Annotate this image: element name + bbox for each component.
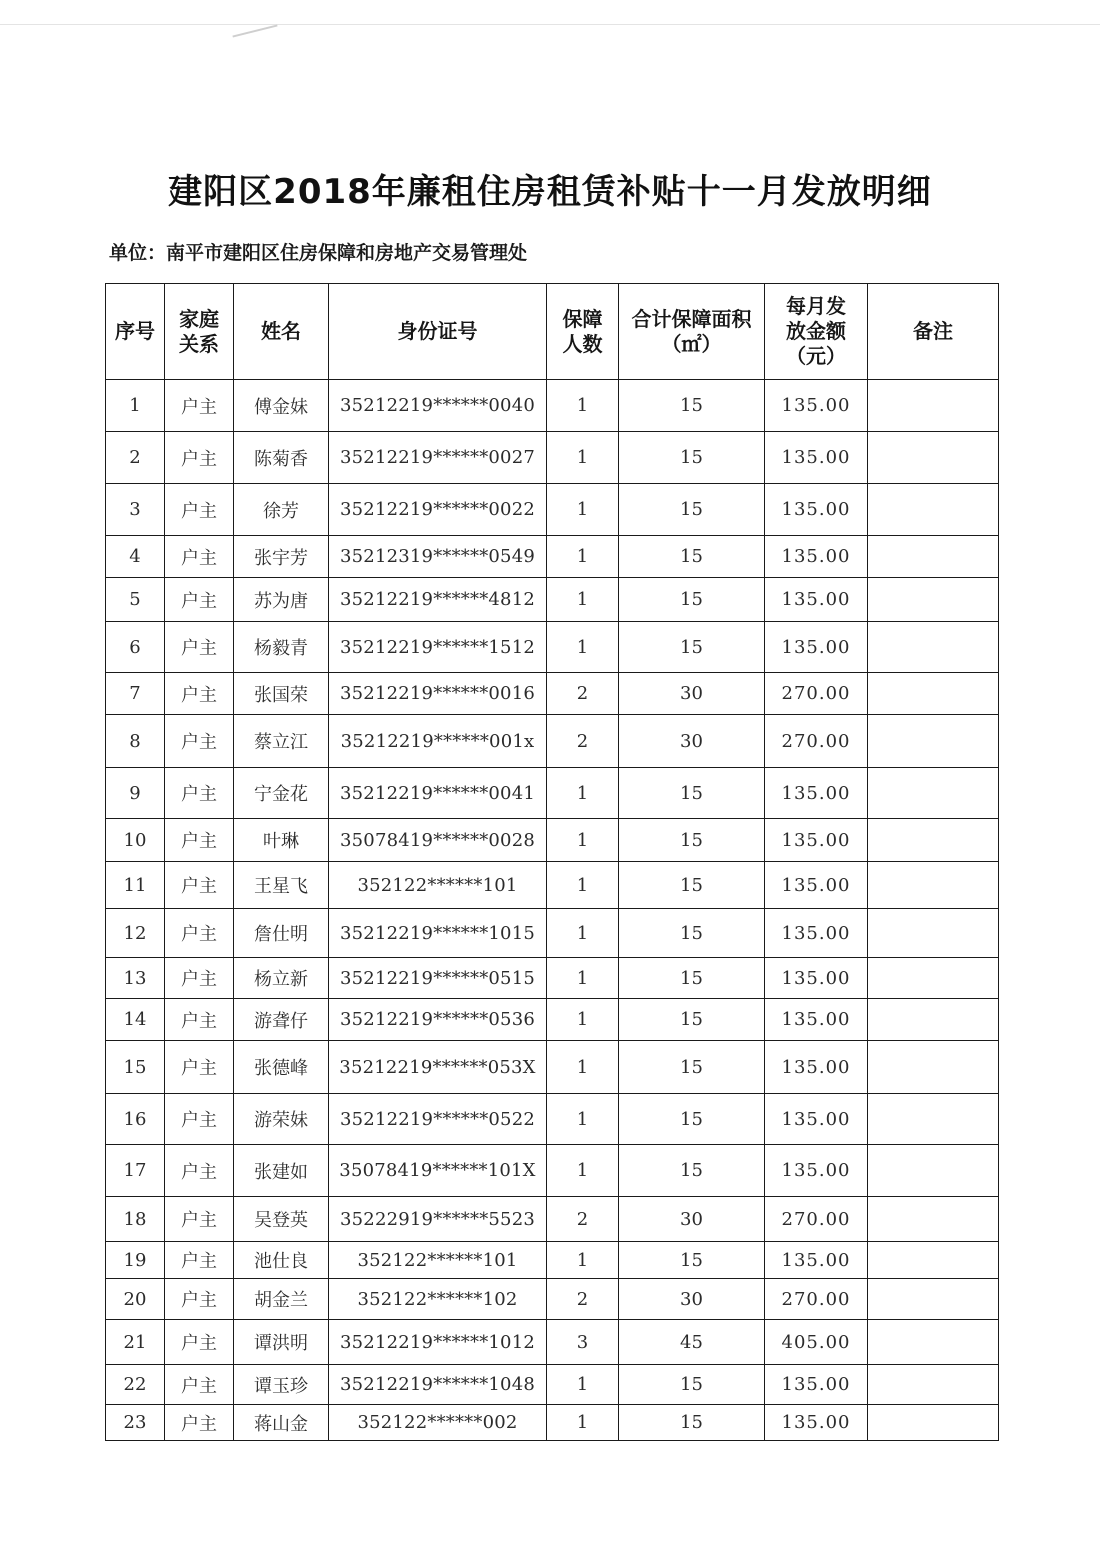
row-seq: 5 bbox=[106, 578, 165, 622]
row-seq: 14 bbox=[106, 999, 165, 1041]
row-amount: 135.00 bbox=[765, 958, 868, 999]
row-note bbox=[868, 999, 999, 1041]
row-area: 15 bbox=[619, 768, 765, 819]
row-area: 15 bbox=[619, 432, 765, 484]
row-persons: 1 bbox=[547, 432, 619, 484]
row-amount: 405.00 bbox=[765, 1320, 868, 1365]
row-area: 30 bbox=[619, 1197, 765, 1242]
row-amount: 135.00 bbox=[765, 380, 868, 432]
row-relation: 户主 bbox=[165, 484, 234, 536]
row-name: 游荣妹 bbox=[234, 1094, 329, 1145]
col-header-name: 姓名 bbox=[234, 284, 329, 380]
row-id-number: 35212219******0515 bbox=[329, 958, 547, 999]
row-name: 谭洪明 bbox=[234, 1320, 329, 1365]
unit-label-text: 单位：南平市建阳区住房保障和房地产交易管理处 bbox=[109, 242, 528, 264]
table-row bbox=[106, 1320, 999, 1365]
row-id-number: 352122******101 bbox=[329, 862, 547, 909]
row-area: 15 bbox=[619, 819, 765, 862]
row-relation: 户主 bbox=[165, 819, 234, 862]
row-persons: 1 bbox=[547, 1041, 619, 1094]
row-amount: 135.00 bbox=[765, 1145, 868, 1197]
table-row bbox=[106, 380, 999, 432]
row-seq: 3 bbox=[106, 484, 165, 536]
table-row bbox=[106, 1405, 999, 1441]
row-note bbox=[868, 1041, 999, 1094]
table-row bbox=[106, 958, 999, 999]
col-header-amount: 每月发 放金额 （元） bbox=[765, 284, 868, 380]
row-id-number: 352122******102 bbox=[329, 1279, 547, 1320]
col-header-persons: 保障 人数 bbox=[547, 284, 619, 380]
col-header-relation: 家庭 关系 bbox=[165, 284, 234, 380]
col-header-seq: 序号 bbox=[106, 284, 165, 380]
row-seq: 19 bbox=[106, 1242, 165, 1279]
row-id-number: 35078419******0028 bbox=[329, 819, 547, 862]
row-area: 15 bbox=[619, 862, 765, 909]
row-note bbox=[868, 1242, 999, 1279]
row-amount: 135.00 bbox=[765, 819, 868, 862]
row-name: 张国荣 bbox=[234, 673, 329, 715]
row-persons: 2 bbox=[547, 1197, 619, 1242]
row-id-number: 35212219******0027 bbox=[329, 432, 547, 484]
row-relation: 户主 bbox=[165, 958, 234, 999]
row-persons: 1 bbox=[547, 909, 619, 958]
row-seq: 9 bbox=[106, 768, 165, 819]
row-persons: 1 bbox=[547, 999, 619, 1041]
row-amount: 135.00 bbox=[765, 484, 868, 536]
table-row bbox=[106, 999, 999, 1041]
table-row bbox=[106, 768, 999, 819]
row-relation: 户主 bbox=[165, 715, 234, 768]
row-relation: 户主 bbox=[165, 909, 234, 958]
row-area: 15 bbox=[619, 1041, 765, 1094]
row-seq: 11 bbox=[106, 862, 165, 909]
row-relation: 户主 bbox=[165, 1197, 234, 1242]
row-name: 谭玉珍 bbox=[234, 1365, 329, 1405]
row-relation: 户主 bbox=[165, 622, 234, 673]
row-area: 15 bbox=[619, 909, 765, 958]
row-seq: 7 bbox=[106, 673, 165, 715]
row-area: 15 bbox=[619, 536, 765, 578]
row-relation: 户主 bbox=[165, 1320, 234, 1365]
table-row bbox=[106, 1094, 999, 1145]
row-area: 15 bbox=[619, 484, 765, 536]
row-relation: 户主 bbox=[165, 862, 234, 909]
row-relation: 户主 bbox=[165, 1094, 234, 1145]
table-row bbox=[106, 578, 999, 622]
table-row bbox=[106, 1197, 999, 1242]
row-seq: 20 bbox=[106, 1279, 165, 1320]
row-amount: 135.00 bbox=[765, 909, 868, 958]
row-persons: 1 bbox=[547, 1242, 619, 1279]
row-relation: 户主 bbox=[165, 578, 234, 622]
row-note bbox=[868, 862, 999, 909]
row-area: 15 bbox=[619, 1405, 765, 1441]
row-seq: 15 bbox=[106, 1041, 165, 1094]
row-id-number: 35212219******0016 bbox=[329, 673, 547, 715]
row-name: 陈菊香 bbox=[234, 432, 329, 484]
row-relation: 户主 bbox=[165, 432, 234, 484]
row-name: 杨毅青 bbox=[234, 622, 329, 673]
row-area: 15 bbox=[619, 1242, 765, 1279]
row-note bbox=[868, 578, 999, 622]
table-header-row bbox=[106, 284, 999, 380]
col-header-area: 合计保障面积 （㎡） bbox=[619, 284, 765, 380]
col-header-id: 身份证号 bbox=[329, 284, 547, 380]
row-persons: 2 bbox=[547, 673, 619, 715]
col-header-note: 备注 bbox=[868, 284, 999, 380]
row-amount: 135.00 bbox=[765, 578, 868, 622]
row-amount: 135.00 bbox=[765, 1094, 868, 1145]
row-id-number: 352122******002 bbox=[329, 1405, 547, 1441]
table-row bbox=[106, 484, 999, 536]
row-amount: 135.00 bbox=[765, 1242, 868, 1279]
row-area: 15 bbox=[619, 958, 765, 999]
table-row bbox=[106, 622, 999, 673]
row-seq: 22 bbox=[106, 1365, 165, 1405]
row-seq: 21 bbox=[106, 1320, 165, 1365]
table-row bbox=[106, 715, 999, 768]
table-row bbox=[106, 1279, 999, 1320]
row-note bbox=[868, 432, 999, 484]
row-persons: 1 bbox=[547, 1405, 619, 1441]
row-seq: 6 bbox=[106, 622, 165, 673]
row-id-number: 35212219******1512 bbox=[329, 622, 547, 673]
row-name: 张建如 bbox=[234, 1145, 329, 1197]
row-name: 池仕良 bbox=[234, 1242, 329, 1279]
row-amount: 135.00 bbox=[765, 1405, 868, 1441]
row-note bbox=[868, 484, 999, 536]
row-note bbox=[868, 1279, 999, 1320]
row-seq: 12 bbox=[106, 909, 165, 958]
row-name: 蒋山金 bbox=[234, 1405, 329, 1441]
row-note bbox=[868, 380, 999, 432]
row-persons: 2 bbox=[547, 715, 619, 768]
document-title: 建阳区2018年廉租住房租赁补贴十一月发放明细 bbox=[168, 172, 932, 212]
row-relation: 户主 bbox=[165, 768, 234, 819]
row-persons: 1 bbox=[547, 484, 619, 536]
row-name: 张宇芳 bbox=[234, 536, 329, 578]
row-id-number: 35212219******0022 bbox=[329, 484, 547, 536]
row-id-number: 35212219******1015 bbox=[329, 909, 547, 958]
row-area: 45 bbox=[619, 1320, 765, 1365]
row-area: 30 bbox=[619, 715, 765, 768]
row-note bbox=[868, 768, 999, 819]
row-note bbox=[868, 1145, 999, 1197]
unit-label bbox=[109, 238, 527, 265]
row-amount: 135.00 bbox=[765, 768, 868, 819]
row-area: 15 bbox=[619, 1094, 765, 1145]
row-amount: 135.00 bbox=[765, 536, 868, 578]
row-seq: 23 bbox=[106, 1405, 165, 1441]
row-amount: 270.00 bbox=[765, 1279, 868, 1320]
row-id-number: 35212219******0536 bbox=[329, 999, 547, 1041]
row-amount: 135.00 bbox=[765, 862, 868, 909]
row-note bbox=[868, 1094, 999, 1145]
row-note bbox=[868, 1320, 999, 1365]
row-persons: 1 bbox=[547, 1094, 619, 1145]
row-amount: 135.00 bbox=[765, 1365, 868, 1405]
row-area: 15 bbox=[619, 622, 765, 673]
row-seq: 13 bbox=[106, 958, 165, 999]
row-relation: 户主 bbox=[165, 380, 234, 432]
row-seq: 8 bbox=[106, 715, 165, 768]
row-id-number: 35212219******001x bbox=[329, 715, 547, 768]
row-name: 傅金妹 bbox=[234, 380, 329, 432]
row-note bbox=[868, 715, 999, 768]
table-row bbox=[106, 1365, 999, 1405]
row-area: 15 bbox=[619, 380, 765, 432]
row-name: 蔡立江 bbox=[234, 715, 329, 768]
row-note bbox=[868, 1365, 999, 1405]
row-id-number: 35222919******5523 bbox=[329, 1197, 547, 1242]
row-persons: 1 bbox=[547, 958, 619, 999]
row-amount: 270.00 bbox=[765, 715, 868, 768]
row-seq: 1 bbox=[106, 380, 165, 432]
row-id-number: 35212219******0040 bbox=[329, 380, 547, 432]
table-row bbox=[106, 862, 999, 909]
table-row bbox=[106, 819, 999, 862]
table-row bbox=[106, 536, 999, 578]
scan-edge-line bbox=[0, 24, 1100, 25]
row-persons: 1 bbox=[547, 768, 619, 819]
row-name: 苏为唐 bbox=[234, 578, 329, 622]
row-id-number: 35212219******1048 bbox=[329, 1365, 547, 1405]
row-relation: 户主 bbox=[165, 999, 234, 1041]
row-persons: 1 bbox=[547, 578, 619, 622]
row-relation: 户主 bbox=[165, 1405, 234, 1441]
row-id-number: 35212219******0522 bbox=[329, 1094, 547, 1145]
row-amount: 270.00 bbox=[765, 673, 868, 715]
row-persons: 1 bbox=[547, 536, 619, 578]
row-area: 15 bbox=[619, 578, 765, 622]
row-area: 30 bbox=[619, 1279, 765, 1320]
row-note bbox=[868, 958, 999, 999]
row-relation: 户主 bbox=[165, 673, 234, 715]
table-row bbox=[106, 909, 999, 958]
row-note bbox=[868, 673, 999, 715]
row-seq: 17 bbox=[106, 1145, 165, 1197]
table-body bbox=[106, 380, 999, 1441]
row-note bbox=[868, 909, 999, 958]
row-id-number: 35078419******101X bbox=[329, 1145, 547, 1197]
row-id-number: 35212219******1012 bbox=[329, 1320, 547, 1365]
row-name: 詹仕明 bbox=[234, 909, 329, 958]
row-seq: 16 bbox=[106, 1094, 165, 1145]
row-name: 胡金兰 bbox=[234, 1279, 329, 1320]
row-seq: 18 bbox=[106, 1197, 165, 1242]
row-id-number: 35212319******0549 bbox=[329, 536, 547, 578]
row-area: 15 bbox=[619, 1365, 765, 1405]
row-area: 30 bbox=[619, 673, 765, 715]
row-amount: 135.00 bbox=[765, 1041, 868, 1094]
row-persons: 1 bbox=[547, 380, 619, 432]
row-id-number: 35212219******4812 bbox=[329, 578, 547, 622]
row-relation: 户主 bbox=[165, 1279, 234, 1320]
scan-mark bbox=[232, 24, 277, 37]
row-name: 徐芳 bbox=[234, 484, 329, 536]
row-name: 张德峰 bbox=[234, 1041, 329, 1094]
row-name: 杨立新 bbox=[234, 958, 329, 999]
row-note bbox=[868, 622, 999, 673]
row-name: 吴登英 bbox=[234, 1197, 329, 1242]
row-name: 游聋仔 bbox=[234, 999, 329, 1041]
row-relation: 户主 bbox=[165, 1145, 234, 1197]
row-note bbox=[868, 536, 999, 578]
row-area: 15 bbox=[619, 1145, 765, 1197]
row-relation: 户主 bbox=[165, 1041, 234, 1094]
row-amount: 135.00 bbox=[765, 622, 868, 673]
row-relation: 户主 bbox=[165, 1365, 234, 1405]
row-persons: 3 bbox=[547, 1320, 619, 1365]
row-relation: 户主 bbox=[165, 1242, 234, 1279]
row-name: 叶琳 bbox=[234, 819, 329, 862]
row-note bbox=[868, 819, 999, 862]
table-row bbox=[106, 1041, 999, 1094]
row-note bbox=[868, 1405, 999, 1441]
subsidy-table bbox=[105, 283, 999, 1441]
row-id-number: 35212219******053X bbox=[329, 1041, 547, 1094]
row-persons: 2 bbox=[547, 1279, 619, 1320]
row-persons: 1 bbox=[547, 1365, 619, 1405]
row-persons: 1 bbox=[547, 622, 619, 673]
row-seq: 10 bbox=[106, 819, 165, 862]
row-seq: 4 bbox=[106, 536, 165, 578]
table-row bbox=[106, 1145, 999, 1197]
row-seq: 2 bbox=[106, 432, 165, 484]
row-name: 宁金花 bbox=[234, 768, 329, 819]
row-name: 王星飞 bbox=[234, 862, 329, 909]
row-amount: 135.00 bbox=[765, 432, 868, 484]
table-row bbox=[106, 673, 999, 715]
row-note bbox=[868, 1197, 999, 1242]
row-persons: 1 bbox=[547, 1145, 619, 1197]
row-persons: 1 bbox=[547, 862, 619, 909]
table-row bbox=[106, 1242, 999, 1279]
row-area: 15 bbox=[619, 999, 765, 1041]
row-amount: 270.00 bbox=[765, 1197, 868, 1242]
row-persons: 1 bbox=[547, 819, 619, 862]
row-id-number: 35212219******0041 bbox=[329, 768, 547, 819]
row-id-number: 352122******101 bbox=[329, 1242, 547, 1279]
row-amount: 135.00 bbox=[765, 999, 868, 1041]
row-relation: 户主 bbox=[165, 536, 234, 578]
table-row bbox=[106, 432, 999, 484]
